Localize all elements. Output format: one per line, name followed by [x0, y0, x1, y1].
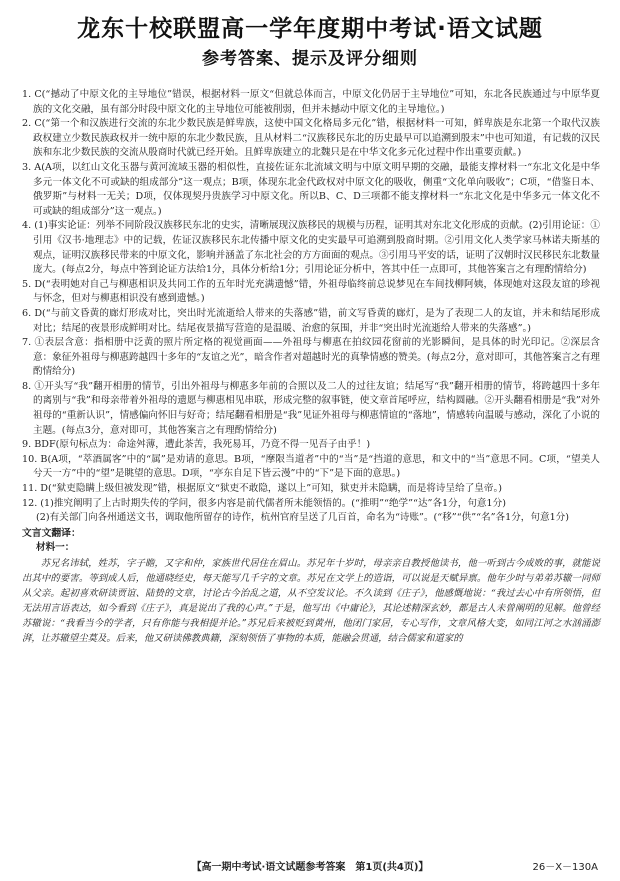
answer-item: 2. C(“第一个和汉族进行交流的东北少数民族是鲜卑族，这使中国文化格局多元化”错，根据材料一可知，鲜卑族是东北第一个取代汉族政权建立少数民族政权并一统中原的东北少数民族，且从材料二“汉族移民东北的历史最早可以追溯到殷末”中也可知道，有记载的汉民族和东北少数民族的交流从殷商时代就已经开始。且鲜卑族建立的北魏只是在中华文化多元化过程中作出重要贡献。) [22, 118, 600, 159]
answer-item: 4. (1)事实论证：列举不同阶段汉族移民东北的史实，清晰展现汉族移民的规模与历程，证明其对东北文化形成的贡献。(2)引用论证：①引用《汉书·地理志》中的记载，佐证汉族移民东北传播中原文化的史实最早可追溯到殷商时期。②引用文化人类学家马林诺夫斯基的观点，证明汉族移民带来的中原文化，影响并涵盖了东北社会的方方面面的观点。③引用马平安的话，证明了汉朝时汉民移民东北数量庞大。(每点2分，每点中答到论证方法给1分，具体分析给1分；引用论证分析中，答其中任一点即可，其他答案言之有理酌情给分) [22, 220, 600, 276]
footer-page-info: 【高一期中考试·语文试题参考答案 第1页(共4页)】 [191, 862, 429, 873]
page-footer [0, 858, 620, 872]
answer-item: 9. BDF(原句标点为：命途舛薄，遭此茶苦，我死易耳，乃竟不得一见吾子由乎！) [22, 439, 371, 451]
translation-heading: 文言文翻译： [22, 527, 81, 539]
answers-body [22, 88, 600, 646]
answer-item: 12. (1)推究阐明了上古时期失传的学问，很多内容是前代儒者所未能领悟的。(“推明”“绝学”“达”各1分，句意1分) [22, 497, 506, 509]
page-subtitle: 参考答案、提示及评分细则 [202, 49, 418, 69]
page-title: 龙东十校联盟高一学年度期中考试·语文试题 [77, 16, 543, 42]
answer-item: 8. ①开头写“我”翻开相册的情节，引出外祖母与柳惠多年前的合照以及二人的过往友谊；结尾写“我”翻开相册的情节，将跨越四十多年的离别与“我”和母亲带着外祖母的遗愿与柳惠相见串联，形成完整的叙事链，使文章首尾呼应，结构圆融。②开头翻看相册是“我”对外祖母的“重新认识”，情感偏向怀旧与好奇；结尾翻看相册是“我”见证外祖母与柳惠情谊的“落地”，情感转向温暖与感动，深化了小说的主题。(每点3分，意对即可，其他答案言之有理酌情给分) [22, 380, 600, 436]
translation-subheading: 材料一： [36, 542, 75, 554]
answer-item: 5. D(“表明她对自己与柳惠相识及共同工作的五年时光充满遗憾”错，外祖母临终前总说梦见在车间找柳阿姨，体现她对这段友谊的珍视与怀念，但对与柳惠相识没有感到遗憾。) [22, 278, 600, 305]
answer-item: 10. B(A项，“萃酒属客”中的“属”是劝请的意思。B项，“摩限当道者”中的“当”是“挡道的意思，和文中的“当”意思不同。C项，“望美人兮天一方”中的“望”是眺望的意思。D项，“亭东自足下皆云漫”中的“下”是下面的意思。) [22, 453, 600, 480]
answer-item: 1. C(“撼动了中原文化的主导地位”错误，根据材料一原文“但就总体而言，中原文化仍居于主导地位”可知，东北各民族通过与中原华夏族的文化交融，虽有部分时段中原文化的主导地位可能被削弱，但并未撼动中原文化的主导地位。) [22, 89, 600, 115]
answer-item: 7. ①表层含意：指相册中泛黄的照片所定格的视觉画面——外祖母与柳惠在拍纹园花窗前的光影瞬间，是具体的时光印记。②深层含意：象征外祖母与柳惠跨越四十多年的“友谊之光”，暗含作者对超越时光的真挚情感的赞美。(每点2分，意对即可，其他答案言之有理酌情给分) [22, 337, 600, 378]
answer-subitem: (2)有关部门向各州通送文书，调取他所留存的诗作，杭州官府呈送了几百首，命名为“诗账”。(“移”“供”“名”各1分，句意1分) [36, 512, 570, 524]
translation-paragraph: 苏兄名讳轼，姓苏，字子瞻，又字和仲，家族世代居住在眉山。苏兄年十岁时，母亲亲自教授他读书，他一听到古今成败的事，就能说出其中的要害。等到成人后，他通晓经史，每天能写几千字的文章。苏兄在文学上的造诣，可以说是天赋异禀。他年少时与弟弟苏辙一同师从父亲。起初喜欢研读贾谊、陆贽的文章，讨论古今治乱之道，从不空发议论。不久读到《庄子》，他感慨地说：“我过去心中有所领悟，但无法用言语表达，如今看到《庄子》，真是说出了我的心声。”于是，他写出《中庸论》，其论述精深玄妙，都是古人未曾阐明的见解。他曾经苏辙说：“我看当今的学者，只有你能与我相提并论。”苏兄后来被贬到黄州，他闭门家居，专心写作，文章风格大变，如同江河之水汹涌澎湃，让苏辙望尘莫及。后来，他又研读佛教典籍，深刻领悟了事物的本质，能融会贯通，结合儒家和道家的 [22, 558, 600, 644]
translation-text [22, 556, 600, 646]
answers-list [22, 88, 600, 526]
footer-code: 26－X－130A [532, 862, 598, 873]
answer-item: 3. A(A项，以红山文化玉器与黄河流域玉器的相似性，直接佐证东北流域文明与中原文明早期的交融，最能支撑材料一“东北文化是中华多元一体文化不可或缺的组成部分”这一观点；B项，体现东北金代政权对中原文化的吸收，侧重“文化单向吸收”；C项，“借鉴日本、俄罗斯”与材料一无关；D项，仅体现契丹贵族学习中原文化。所以B、C、D三项都不能支撑材料一“东北文化是中华多元一体文化不可或缺的组成部分”这一观点。) [22, 161, 600, 217]
answer-item: 11. D(“狱吏隐瞒上级但被发现”错，根据原文“狱吏不敢隐，遂以上”可知，狱吏并未隐瞒，而是将诗呈给了皇帝。) [22, 483, 503, 495]
answer-item: 6. D(“与前文昏黄的廊灯形成对比，突出时光流逝给人带来的失落感”错，前文写昏黄的廊灯，是为了表现二人的友谊，并未和结尾形成对比；结尾的夜景形成鲜明对比。结尾夜景描写营造的是温暖、治愈的氛围，并非“突出时光流逝给人带来的失落感”。) [22, 307, 600, 334]
